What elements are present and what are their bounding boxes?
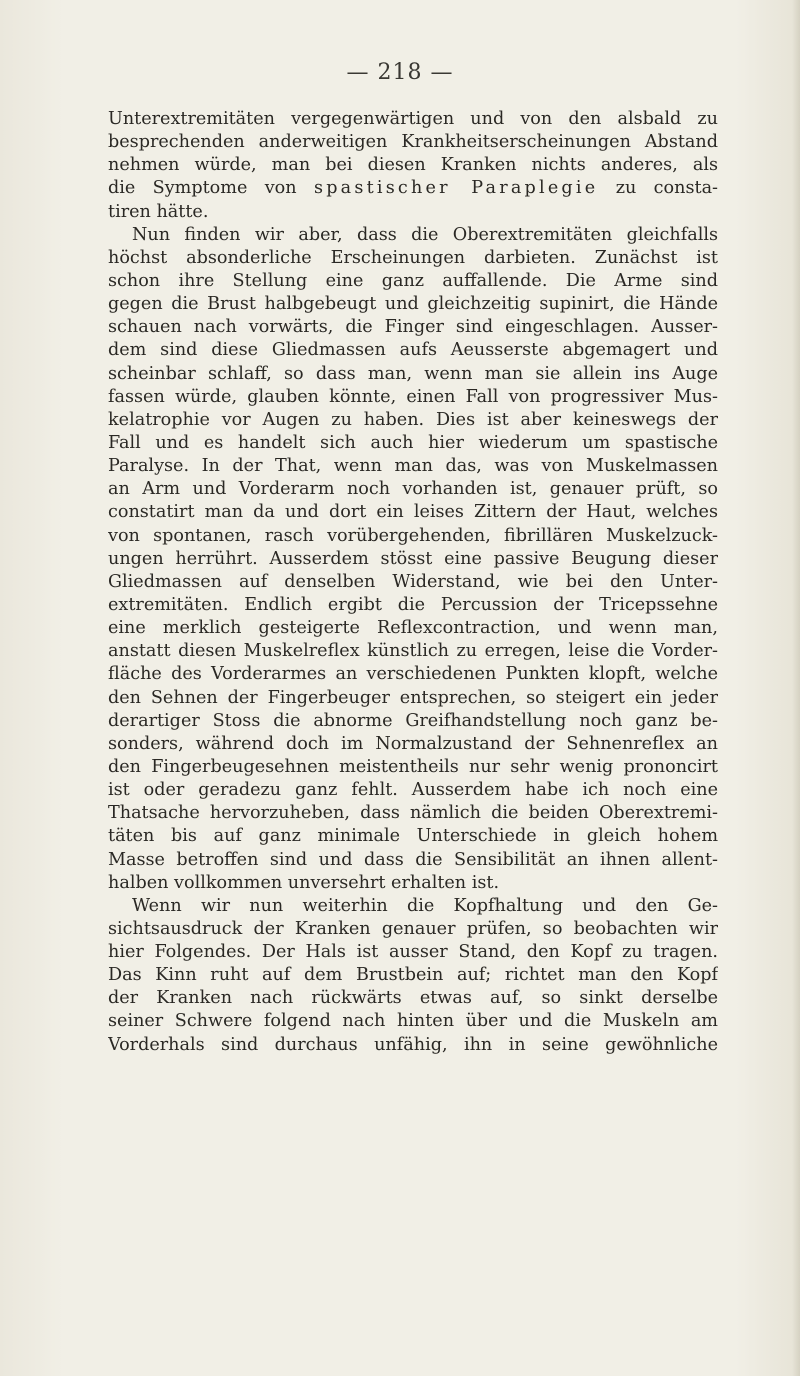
text-line: täten bis auf ganz minimale Unterschiede in gleich hohem — [108, 826, 718, 847]
text-line: scheinbar schlaff, so dass man, wenn man sie allein ins Auge — [108, 363, 718, 384]
text-line: hier Folgendes. Der Hals ist ausser Stand, den Kopf zu tragen. — [108, 942, 718, 963]
text-line: sichtsausdruck der Kranken genauer prüfen, so beobachten wir — [108, 918, 718, 939]
text-line: Nun finden wir aber, dass die Oberextremitäten gleichfalls — [132, 224, 718, 245]
text-line: anstatt diesen Muskelreflex künstlich zu erregen, leise die Vorder- — [108, 641, 718, 662]
text-line: den Fingerbeugesehnen meistentheils nur sehr wenig prononcirt — [108, 756, 718, 777]
text-line: Masse betroffen sind und dass die Sensibilität an ihnen allent- — [108, 849, 718, 870]
text-line: Thatsache hervorzuheben, dass nämlich die beiden Oberextremi- — [108, 803, 718, 824]
text-line: gegen die Brust halbgebeugt und gleichzeitig supinirt, die Hände — [108, 294, 718, 315]
text-line: Unterextremitäten vergegenwärtigen und von den alsbald zu — [108, 109, 718, 129]
text-line: Wenn wir nun weiterhin die Kopfhaltung und den Ge- — [132, 895, 718, 916]
text-line: der Kranken nach rückwärts etwas auf, so sinkt derselbe — [108, 988, 718, 1009]
text-line: sonders, während doch im Normalzustand der Sehnenreflex an — [108, 733, 718, 754]
text-line: schon ihre Stellung eine ganz auffallende. Die Arme sind — [108, 270, 718, 291]
page-edge-shadow — [792, 0, 800, 1376]
text-line: von spontanen, rasch vorübergehenden, fibrillären Muskelzuck- — [108, 525, 718, 546]
text-line: höchst absonderliche Erscheinungen darbieten. Zunächst ist — [108, 247, 718, 268]
text-line: nehmen würde, man bei diesen Kranken nichts anderes, als — [108, 155, 718, 176]
text-line: ist oder geradezu ganz fehlt. Ausserdem habe ich noch eine — [108, 780, 718, 801]
text-line: ungen herrührt. Ausserdem stösst eine passive Beugung dieser — [108, 548, 718, 569]
body-text — [108, 108, 718, 1057]
text-line: constatirt man da und dort ein leises Zittern der Haut, welches — [108, 502, 718, 523]
text-line: Das Kinn ruht auf dem Brustbein auf; richtet man den Kopf — [108, 965, 718, 986]
text-segment: die Symptome von — [108, 178, 314, 199]
text-line: besprechenden anderweitigen Krankheitserscheinungen Abstand — [108, 132, 718, 153]
text-line: dem sind diese Gliedmassen aufs Aeusserste abgemagert und — [108, 340, 718, 361]
text-line: fassen würde, glauben könnte, einen Fall von progressiver Mus- — [108, 386, 718, 407]
text-line: den Sehnen der Fingerbeuger entsprechen, so steigert ein jeder — [108, 687, 718, 708]
text-line: eine merklich gesteigerte Reflexcontraction, und wenn man, — [108, 618, 718, 639]
emphasized-term: spastischer Paraplegie — [313, 178, 599, 199]
text-line: tiren hätte. — [108, 201, 209, 222]
text-segment: zu consta- — [598, 178, 718, 199]
text-line: fläche des Vorderarmes an verschiedenen Punkten klopft, welche — [108, 664, 718, 685]
text-line: derartiger Stoss die abnorme Greifhandstellung noch ganz be- — [108, 710, 718, 731]
text-line: extremitäten. Endlich ergibt die Percussion der Tricepssehne — [108, 594, 718, 615]
text-line: an Arm und Vorderarm noch vorhanden ist, genauer prüft, so — [108, 479, 718, 500]
page-number: — 218 — — [346, 60, 454, 85]
text-line: Gliedmassen auf denselben Widerstand, wie bei den Unter- — [108, 571, 718, 592]
text-line: Paralyse. In der That, wenn man das, was von Muskelmassen — [108, 456, 718, 477]
text-line: Fall und es handelt sich auch hier wiederum um spastische — [108, 432, 718, 453]
text-line: schauen nach vorwärts, die Finger sind eingeschlagen. Ausser- — [108, 317, 718, 338]
text-line: seiner Schwere folgend nach hinten über und die Muskeln am — [108, 1011, 718, 1032]
text-line: kelatrophie vor Augen zu haben. Dies ist aber keineswegs der — [108, 409, 718, 430]
text-line — [108, 177, 718, 200]
text-line: Vorderhals sind durchaus unfähig, ihn in seine gewöhnliche — [108, 1034, 718, 1055]
text-line: halben vollkommen unversehrt erhalten ist. — [108, 872, 500, 893]
